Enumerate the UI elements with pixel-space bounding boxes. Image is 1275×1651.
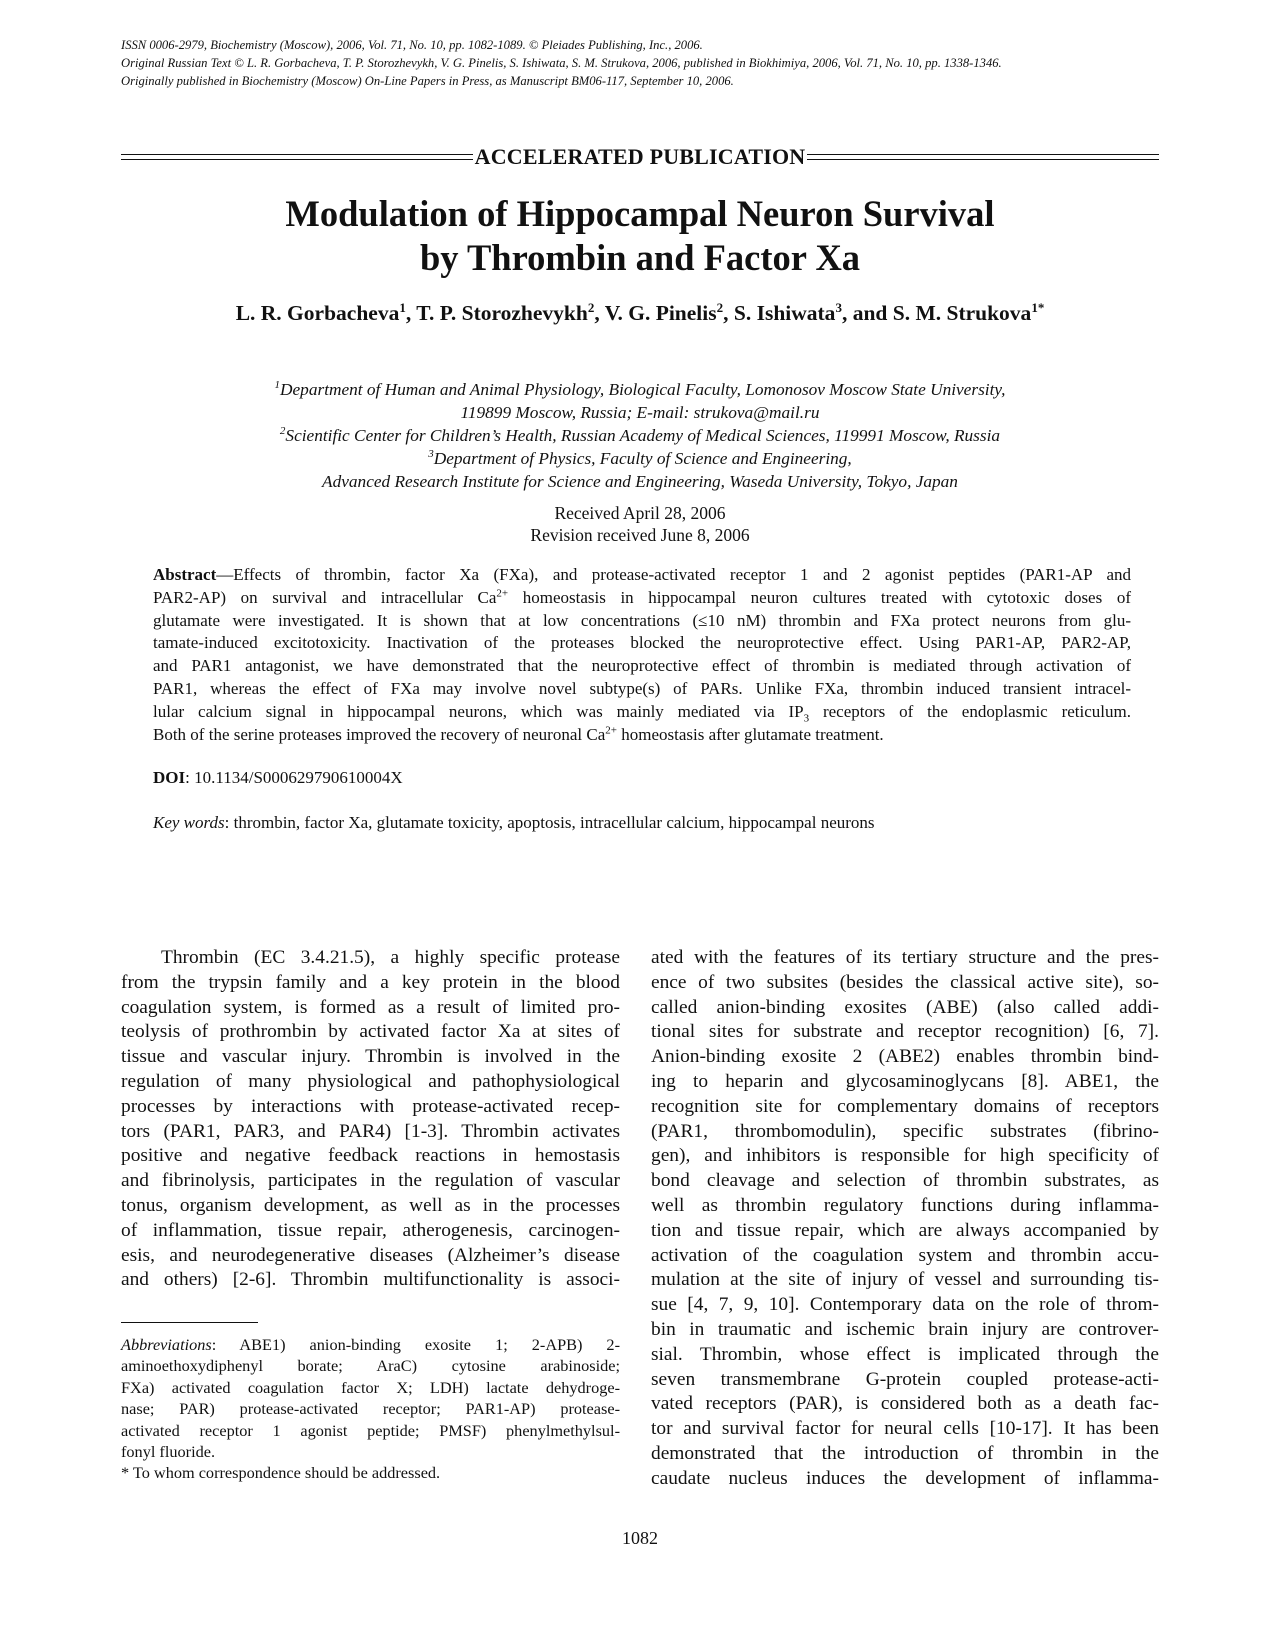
abstract-text: receptors of the endoplasmic reticulum. [809,701,1131,721]
abbreviations-label: Abbreviations [121,1335,212,1354]
author-name: S. Ishiwata [733,301,836,325]
body-line: sue [4, 7, 9, 10]. Contemporary data on the role of throm- [651,1294,1159,1316]
body-line: Anion-binding exosite 2 (ABE2) enables thrombin bind- [651,1046,1159,1068]
abstract-line [153,564,1131,587]
body-line: and others) [2-6]. Thrombin multifunctionality is associ- [121,1269,620,1291]
author-affiliation-mark: 2 [587,299,595,315]
journal-citation-line: ISSN 0006-2979, Biochemistry (Moscow), 2006, Vol. 71, No. 10, pp. 1082-1089. © Pleiades Publishing, Inc., 2006. [121,38,703,52]
calcium-superscript: 2+ [496,587,509,600]
doi [153,767,403,789]
body-line: coagulation system, is formed as a result of limited pro- [121,996,620,1018]
abstract-line: tamate-induced excitotoxicity. Inactivation of the proteases blocked the neuroprotective effect. Using PAR1-AP, PAR2-AP, [153,633,1131,653]
abstract-text: homeostasis in hippocampal neuron cultures treated with cytotoxic doses of [508,587,1131,607]
author-name: L. R. Gorbacheva [235,301,400,325]
ip3-subscript: 3 [803,712,810,725]
body-line: positive and negative feedback reactions in hemostasis [121,1145,620,1167]
body-line: tors (PAR1, PAR3, and PAR4) [1-3]. Thrombin activates [121,1120,620,1142]
body-line: tissue and vascular injury. Thrombin is involved in the [121,1046,620,1068]
body-line: processes by interactions with protease-activated recep- [121,1095,620,1117]
body-column-left [121,946,620,1293]
article-title [121,192,1159,280]
received-date: Received April 28, 2006 [554,503,726,523]
body-line: bond cleavage and selection of thrombin substrates, as [651,1170,1159,1192]
keywords-value: : thrombin, factor Xa, glutamate toxicity, apoptosis, intracellular calcium, hippocampal neurons [224,813,875,832]
keywords [153,812,875,834]
footnote-line: nase; PAR) protease-activated receptor; PAR1-AP) protease- [121,1399,620,1419]
abstract-text: lular calcium signal in hippocampal neurons, which was mainly mediated via IP [153,701,804,721]
abstract-line: glutamate were investigated. It is shown that at low concentrations (≤10 nM) thrombin and FXa protect neurons from glu- [153,610,1131,630]
banner-rule-right [807,154,1159,160]
body-line: caudate nucleus induces the development of inflamma- [651,1467,1159,1489]
abstract-text: Both of the serine proteases improved the recovery of neuronal Ca [153,724,606,744]
page-number: 1082 [622,1528,658,1548]
author-affiliation-mark: 2 [716,299,724,315]
calcium-superscript: 2+ [605,723,617,736]
author-name: S. M. Strukova [892,301,1032,325]
body-line: tor and survival factor for neural cells [10-17]. It has been [651,1418,1159,1440]
body-line: esis, and neurodegenerative diseases (Alzheimer’s disease [121,1244,620,1266]
abstract-text: homeostasis after glutamate treatment. [616,724,884,744]
body-line: sial. Thrombin, whose effect is implicated through the [651,1343,1159,1365]
correspondence-note: * To whom correspondence should be addressed. [121,1463,441,1483]
body-line: Thrombin (EC 3.4.21.5), a highly specific protease [161,947,620,968]
affiliations [121,378,1159,493]
author-name: V. G. Pinelis [604,301,717,325]
author-separator: , [723,301,734,325]
title-line: Modulation of Hippocampal Neuron Survival [285,193,995,234]
abstract-text: —Effects of thrombin, factor Xa (FXa), and protease-activated receptor 1 and 2 agonist peptides (PAR1-AP and [216,565,1131,584]
body-line: gen), and inhibitors is responsible for high specificity of [651,1145,1159,1167]
footnote-rule [121,1322,258,1323]
abstract-text: PAR2-AP) on survival and intracellular Ca [153,587,497,607]
affiliation-number: 1 [274,379,281,392]
affiliation-line: Advanced Research Institute for Science and Engineering, Waseda University, Tokyo, Japan [322,472,958,491]
abstract [153,564,1131,746]
footnote-line: FXa) activated coagulation factor X; LDH) lactate dehydroge- [121,1377,620,1397]
affiliation-text: Department of Physics, Faculty of Science and Engineering, [433,449,852,468]
abstract-line [153,587,1131,610]
author-separator: , [594,301,605,325]
doi-label: DOI [153,768,186,787]
body-line: tion and tissue repair, which are always accompanied by [651,1219,1159,1241]
abstract-label: Abstract [153,565,217,584]
affiliation-text: Scientific Center for Children’s Health, Russian Academy of Medical Sciences, 119991 Moscow, Russia [285,426,1001,445]
banner-rule-left [121,154,473,160]
author-affiliation-mark: 1* [1031,299,1045,315]
body-line: tonus, organism development, as well as in the processes [121,1194,620,1216]
body-line: ing to heparin and glycosaminoglycans [8]. ABE1, the [651,1070,1159,1092]
journal-header [121,36,1161,90]
body-line: called anion-binding exosites (ABE) (also called addi- [651,996,1159,1018]
body-line: of inflammation, tissue repair, atherogenesis, carcinogen- [121,1219,620,1241]
author-list [121,299,1159,327]
footnote-line [121,1334,620,1355]
body-line: well as thrombin regulatory functions during inflamma- [651,1194,1159,1216]
affiliation-line: 119899 Moscow, Russia; E-mail: strukova@mail.ru [460,403,820,422]
author-name: T. P. Storozhevykh [416,301,588,325]
author-separator: , and [841,301,893,325]
affiliation-number: 2 [279,425,286,438]
body-line: ence of two subsites (besides the classical active site), so- [651,971,1159,993]
body-line: bin in traumatic and ischemic brain injury are controver- [651,1318,1159,1340]
affiliation-line [121,447,1159,470]
doi-value[interactable]: : 10.1134/S000629790610004X [185,768,403,787]
title-line: by Thrombin and Factor Xa [419,237,861,278]
keywords-label: Key words [153,813,225,832]
body-line: vated receptors (PAR), is considered both as a death fac- [651,1393,1159,1415]
body-column-right [651,946,1159,1492]
abstract-line: PAR1, whereas the effect of FXa may involve novel subtype(s) of PARs. Unlike FXa, thrombin induced transient intracel- [153,678,1131,698]
body-line: from the trypsin family and a key protein in the blood [121,971,620,993]
body-line: demonstrated that the introduction of thrombin in the [651,1442,1159,1464]
footnote-line: fonyl fluoride. [121,1441,216,1461]
body-line: ated with the features of its tertiary structure and the pres- [651,947,1159,968]
abstract-line: and PAR1 antagonist, we have demonstrated that the neuroprotective effect of thrombin is mediated through activation of [153,656,1131,676]
affiliation-line [121,424,1159,447]
footnotes [121,1334,620,1484]
body-line: recognition site for complementary domains of receptors [651,1095,1159,1117]
abstract-line [153,724,1131,747]
abstract-line [153,701,1131,724]
footnote-line: aminoethoxydiphenyl borate; AraC) cytosine arabinoside; [121,1356,620,1376]
affiliation-text: Department of Human and Animal Physiology, Biological Faculty, Lomonosov Moscow State University, [280,380,1006,399]
footnote-text: : ABE1) anion-binding exosite 1; 2-APB) 2- [211,1335,620,1354]
body-line: teolysis of prothrombin by activated factor Xa at sites of [121,1021,620,1043]
revision-date: Revision received June 8, 2006 [530,525,750,545]
body-line: regulation of many physiological and pathophysiological [121,1070,620,1092]
online-publication-line: Originally published in Biochemistry (Moscow) On-Line Papers in Press, as Manuscript BM06-117, September 10, 2006. [121,74,734,88]
body-line: tional sites for substrate and receptor recognition) [6, 7]. [651,1021,1159,1043]
author-affiliation-mark: 3 [835,299,842,315]
body-line: activation of the coagulation system and thrombin accu- [651,1244,1159,1266]
section-label: ACCELERATED PUBLICATION [474,144,806,169]
affiliation-line [121,378,1159,401]
affiliation-number: 3 [428,448,434,461]
body-line: seven transmembrane G-protein coupled protease-acti- [651,1368,1159,1390]
body-line: and fibrinolysis, participates in the regulation of vascular [121,1170,620,1192]
body-line: mulation at the site of injury of vessel and surrounding tis- [651,1269,1159,1291]
author-affiliation-mark: 1 [399,299,406,315]
section-banner [121,143,1159,171]
received-dates [121,502,1159,546]
body-line: (PAR1, thrombomodulin), specific substrates (fibrino- [651,1120,1159,1142]
author-separator: , [405,301,417,325]
footnote-line: activated receptor 1 agonist peptide; PMSF) phenylmethylsul- [121,1420,620,1440]
original-text-line: Original Russian Text © L. R. Gorbacheva, T. P. Storozhevykh, V. G. Pinelis, S. Ishiwata, S. M. Strukova, 2006, published in Biokhimiya, 2006, Vol. 71, No. 10, pp. 1338-1346. [121,56,1002,70]
